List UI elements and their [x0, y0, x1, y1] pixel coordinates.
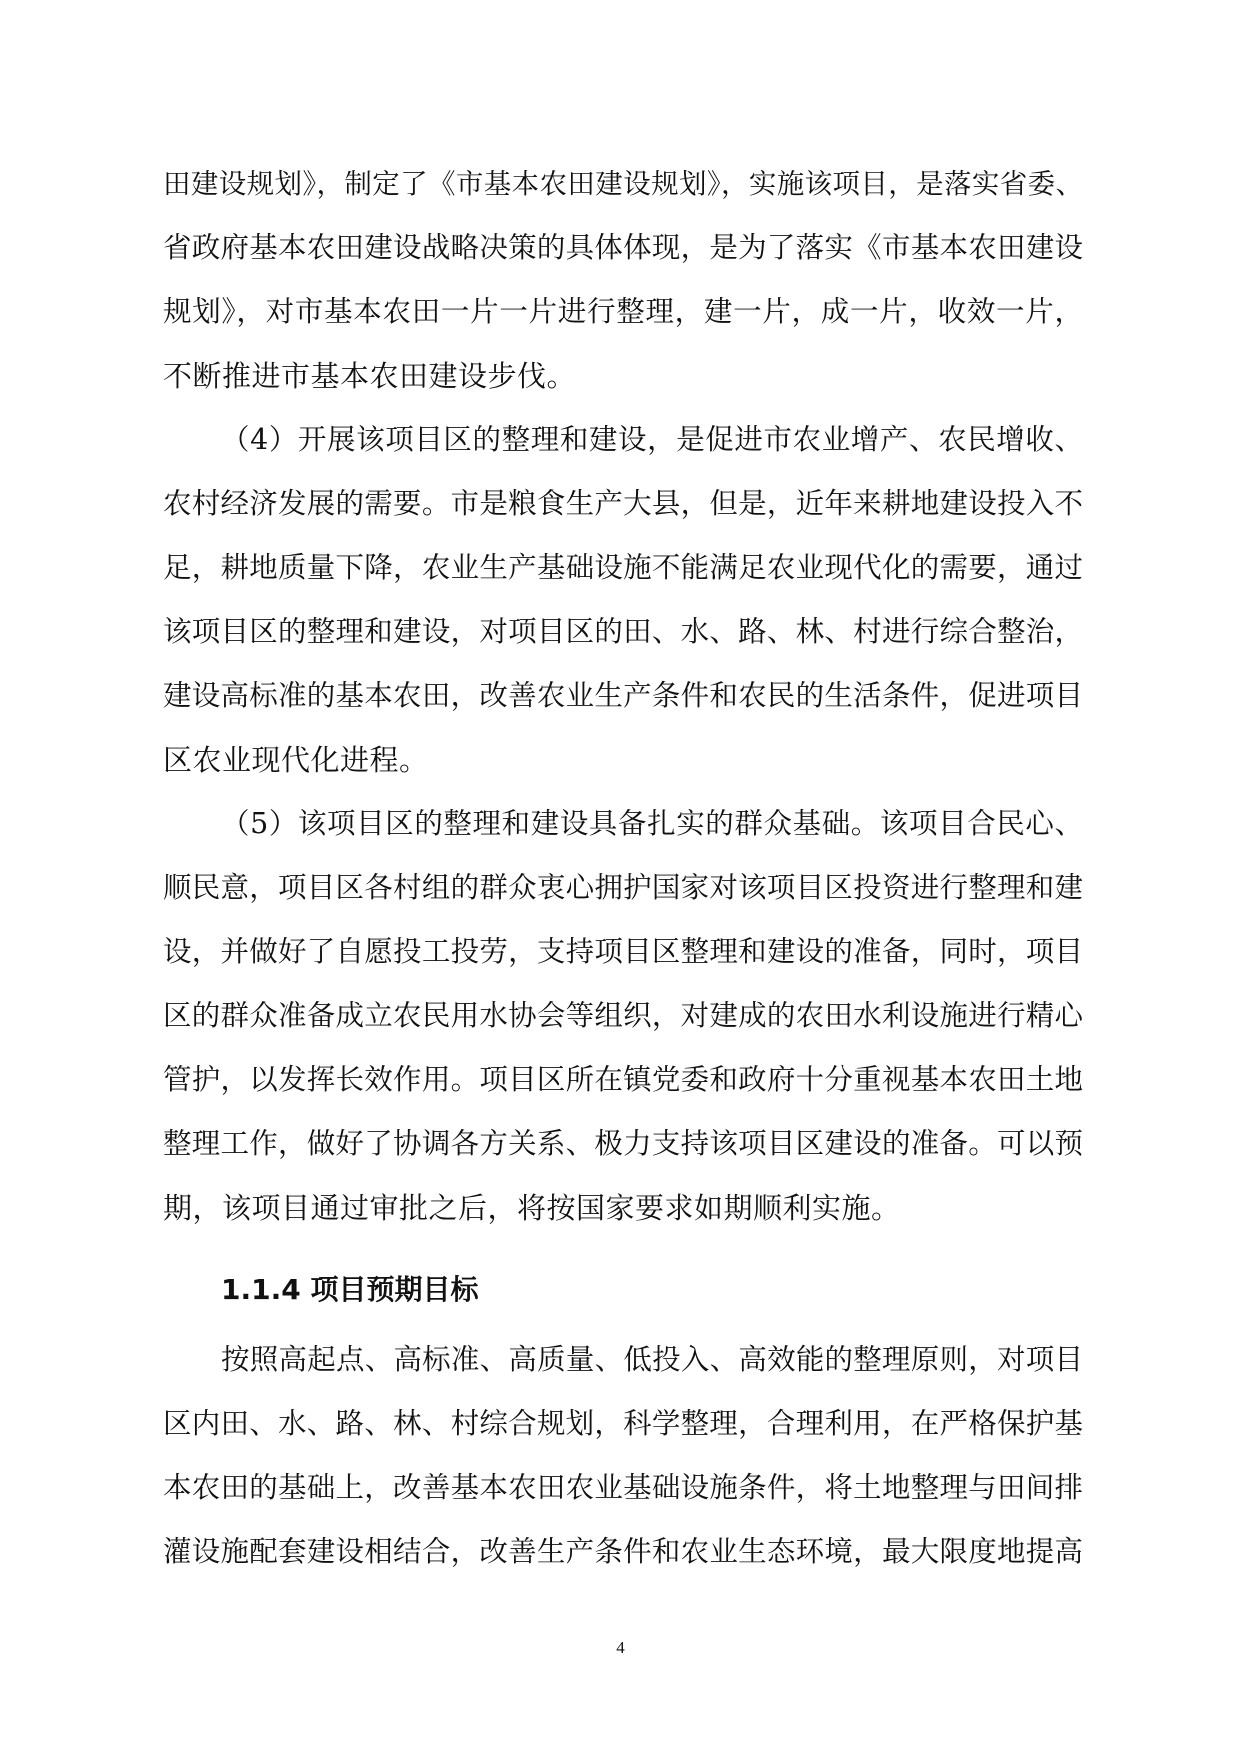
page-number: 4 [616, 1638, 625, 1657]
paragraph-2-line-1: （4）开展该项目区的整理和建设，是促进市农业增产、农民增收、 [221, 423, 1083, 456]
paragraph-4-line-3: 本农田的基础上，改善基本农田农业基础设施条件，将土地整理与田间排 [163, 1471, 1083, 1504]
paragraph-1-line-2: 省政府基本农田建设战略决策的具体体现，是为了落实《市基本农田建设 [163, 231, 1083, 264]
paragraph-2-line-4: 该项目区的整理和建设，对项目区的田、水、路、林、村进行综合整治， [163, 615, 1083, 648]
paragraph-3-line-2: 顺民意，项目区各村组的群众衷心拥护国家对该项目区投资进行整理和建 [163, 871, 1083, 904]
paragraph-4-line-4: 灌设施配套建设相结合，改善生产条件和农业生态环境，最大限度地提高 [163, 1535, 1083, 1568]
paragraph-1-line-1: 田建设规划》，制定了《市基本农田建设规划》，实施该项目，是落实省委、 [163, 168, 1083, 200]
paragraph-4-line-1: 按照高起点、高标准、高质量、低投入、高效能的整理原则，对项目 [221, 1343, 1083, 1376]
paragraph-3-line-3: 设，并做好了自愿投工投劳，支持项目区整理和建设的准备，同时，项目 [163, 935, 1083, 968]
paragraph-2-line-6: 区农业现代化进程。 [163, 743, 429, 777]
paragraph-2-line-5: 建设高标准的基本农田，改善农业生产条件和农民的生活条件，促进项目 [163, 679, 1083, 712]
paragraph-2-line-3: 足，耕地质量下降，农业生产基础设施不能满足农业现代化的需要，通过 [163, 551, 1083, 584]
paragraph-3-line-7: 期，该项目通过审批之后，将按国家要求如期顺利实施。 [163, 1191, 901, 1225]
paragraph-4-line-2: 区内田、水、路、林、村综合规划，科学整理，合理利用，在严格保护基 [163, 1407, 1083, 1440]
paragraph-1-line-4: 不断推进市基本农田建设步伐。 [163, 359, 577, 393]
paragraph-2-line-2: 农村经济发展的需要。市是粮食生产大县，但是，近年来耕地建设投入不 [163, 487, 1083, 520]
section-heading: 1.1.4 项目预期目标 [221, 1273, 479, 1306]
paragraph-1-line-3: 规划》，对市基本农田一片一片进行整理，建一片，成一片，收效一片， [163, 295, 1083, 328]
paragraph-3-line-6: 整理工作，做好了协调各方关系、极力支持该项目区建设的准备。可以预 [163, 1127, 1083, 1160]
paragraph-3-line-5: 管护，以发挥长效作用。项目区所在镇党委和政府十分重视基本农田土地 [163, 1063, 1083, 1096]
paragraph-3-line-4: 区的群众准备成立农民用水协会等组织，对建成的农田水利设施进行精心 [163, 999, 1083, 1032]
paragraph-3-line-1: （5）该项目区的整理和建设具备扎实的群众基础。该项目合民心、 [221, 807, 1083, 840]
